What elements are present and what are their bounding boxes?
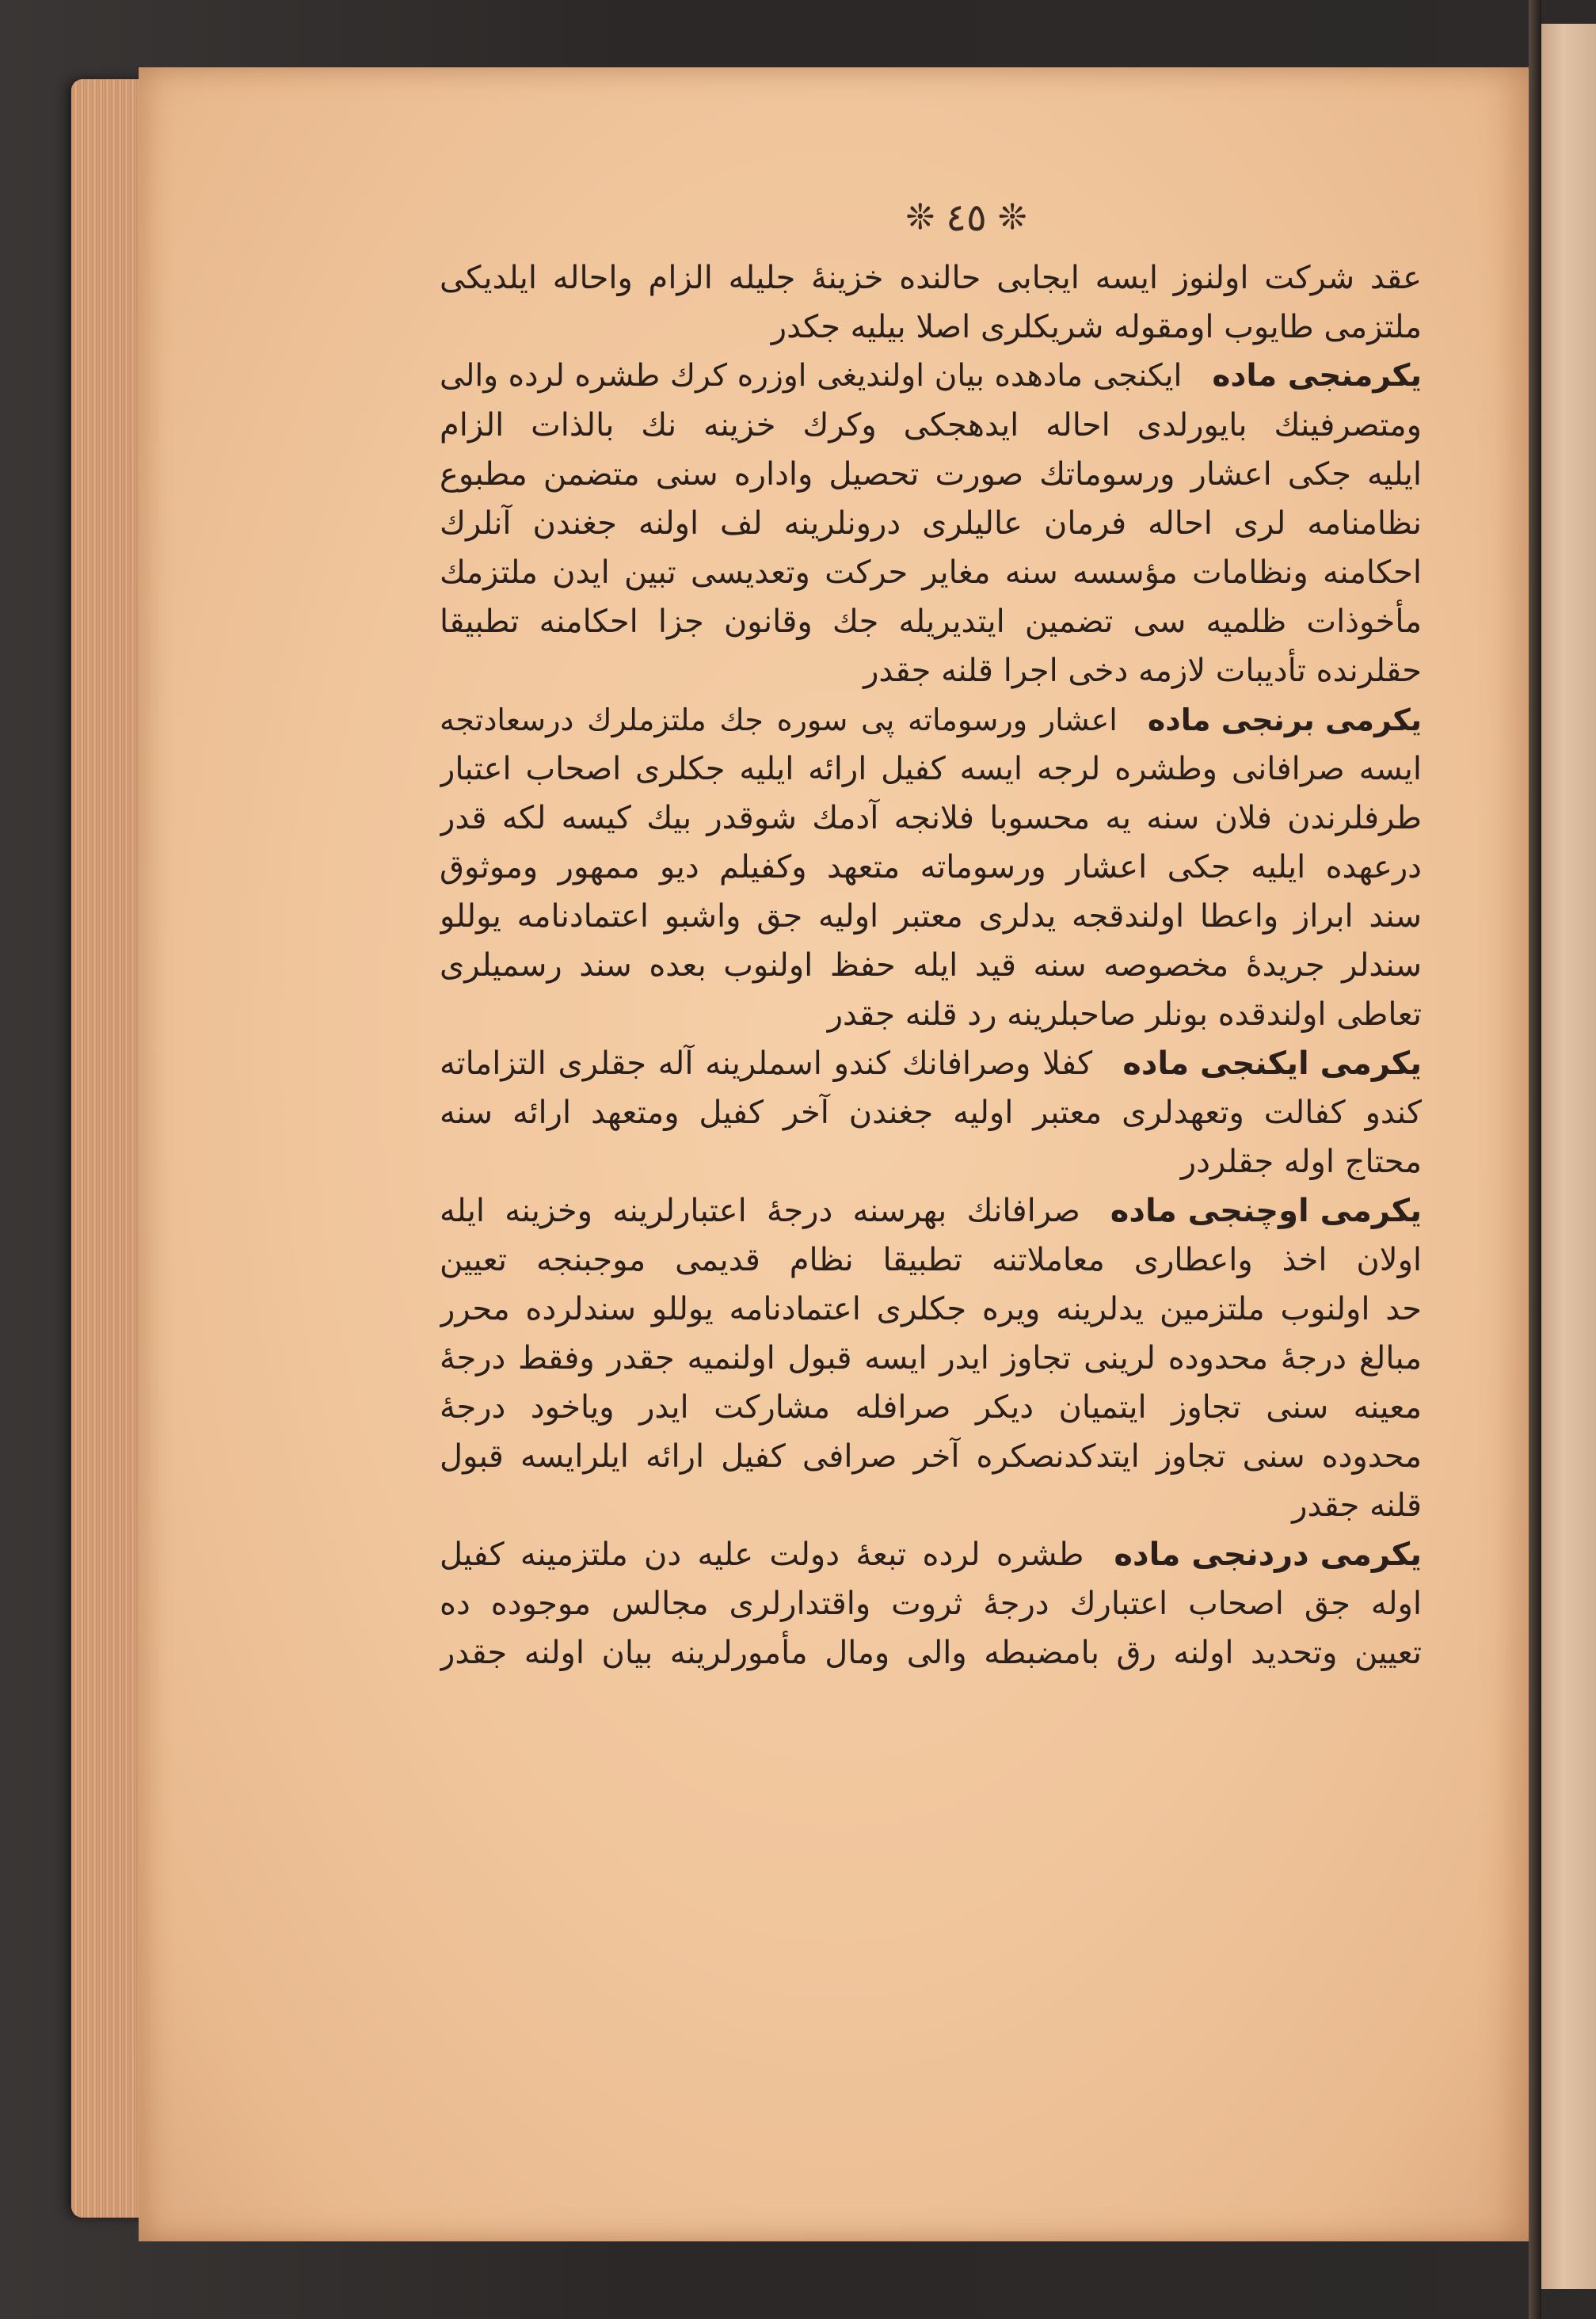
text-line bbox=[440, 253, 1422, 303]
line-text: عقد شركت اولنوز ايسه ايجابى حالنده خزينهٔ جليله الزام واحاله ايلديكى bbox=[440, 260, 1422, 296]
text-line bbox=[440, 892, 1422, 941]
text-line bbox=[440, 401, 1422, 450]
line-text: حد اولنوب ملتزمين يدلرينه ويره جكلرى اعتمادنامه يوللو سندلرده محرر bbox=[440, 1291, 1422, 1327]
text-line bbox=[440, 1137, 1422, 1186]
text-line bbox=[440, 1579, 1422, 1628]
text-line bbox=[440, 303, 1422, 352]
text-line bbox=[440, 794, 1422, 843]
text-line bbox=[440, 1186, 1422, 1236]
ornament-left-icon: ❊ bbox=[905, 197, 935, 238]
text-line bbox=[440, 695, 1422, 744]
article-heading: يكرمنجى ماده bbox=[1212, 358, 1422, 394]
line-text: قلنه جقدر bbox=[1292, 1487, 1422, 1524]
line-text: احكامنه ونظامات مؤسسه سنه مغاير حركت وتعديسى تبين ايدن ملتزمك bbox=[440, 554, 1422, 591]
line-text: سند ابراز واعطا اولندقجه يدلرى معتبر اوليه جق واشبو اعتمادنامه يوللو bbox=[440, 898, 1422, 935]
line-text: ومتصرفينك بايورلدى احاله ايدهجكى وكرك خزينه نك بالذات الزام bbox=[440, 407, 1422, 444]
article-heading: يكرمى ايكنجى ماده bbox=[1122, 1045, 1422, 1082]
line-text: اوله جق اصحاب اعتبارك درجهٔ ثروت واقتدارلرى مجالس موجوده ده bbox=[440, 1586, 1422, 1622]
line-text: طرفلرندن فلان سنه يه محسوبا فلانجه آدمك شوقدر بيك كيسه لكه قدر bbox=[440, 800, 1422, 836]
line-text: صرافانك بهرسنه درجهٔ اعتبارلرينه وخزينه ايله bbox=[440, 1193, 1080, 1229]
text-line bbox=[440, 646, 1422, 695]
text-line bbox=[440, 1039, 1422, 1088]
ornament-right-icon: ❊ bbox=[997, 197, 1027, 238]
line-text: مأخوذات ظلميه سى تضمين ايتديريله جك وقانون جزا احكامنه تطبيقا bbox=[440, 604, 1422, 640]
page-number: ٤٥ bbox=[946, 196, 987, 240]
line-text: محتاج اوله جقلردر bbox=[1180, 1144, 1422, 1180]
text-line bbox=[440, 352, 1422, 401]
text-line bbox=[440, 744, 1422, 794]
line-text: ايليه جكى اعشار ورسوماتك صورت تحصيل واداره سنى متضمن مطبوع bbox=[440, 456, 1422, 493]
text-line bbox=[440, 499, 1422, 548]
article-heading: يكرمى برنجى ماده bbox=[1147, 703, 1422, 737]
body-text bbox=[440, 253, 1422, 2020]
line-text: درعهده ايليه جكى اعشار ورسوماته متعهد وكفيلم ديو ممهور وموثوق bbox=[440, 849, 1422, 885]
text-line bbox=[440, 990, 1422, 1039]
line-text: نظامنامه لرى احاله فرمان عاليلرى درونلرينه لف اولنه جغندن آنلرك bbox=[440, 505, 1422, 542]
book-gutter bbox=[1529, 0, 1541, 2319]
text-line bbox=[440, 1285, 1422, 1334]
line-text: طشره لرده تبعهٔ دولت عليه دن ملتزمينه كفيل bbox=[440, 1536, 1084, 1573]
text-line bbox=[440, 450, 1422, 499]
text-line bbox=[440, 1383, 1422, 1432]
text-line bbox=[440, 941, 1422, 990]
page-header bbox=[863, 190, 1069, 246]
text-line bbox=[440, 1334, 1422, 1383]
line-text: محدوده سنى تجاوز ايتدكدنصكره آخر صرافى كفيل ارائه ايلرايسه قبول bbox=[440, 1438, 1422, 1475]
text-line bbox=[440, 1432, 1422, 1481]
text-line bbox=[440, 1088, 1422, 1137]
line-text: حقلرنده تأديبات لازمه دخى اجرا قلنه جقدر bbox=[863, 653, 1422, 689]
text-line bbox=[440, 1236, 1422, 1285]
line-text: مبالغ درجهٔ محدوده لرينى تجاوز ايدر ايسه قبول اولنميه جقدر وفقط درجهٔ bbox=[440, 1340, 1422, 1377]
line-text: ملتزمى طايوب اومقوله شريكلرى اصلا بيليه جكدر bbox=[771, 309, 1422, 345]
text-line bbox=[440, 548, 1422, 597]
text-line bbox=[440, 597, 1422, 646]
line-text: اعشار ورسوماته پى سوره جك ملتزملرك درسعادتجه bbox=[440, 703, 1118, 737]
text-line bbox=[440, 1481, 1422, 1530]
line-text: سندلر جريدهٔ مخصوصه سنه قيد ايله حفظ اولنوب بعده سند رسميلرى bbox=[440, 947, 1422, 984]
line-text: ايسه صرافانى وطشره لرجه ايسه كفيل ارائه ايليه جكلرى اصحاب اعتبار bbox=[440, 751, 1422, 787]
line-text: تعاطى اولندقده بونلر صاحبلرينه رد قلنه جقدر bbox=[827, 996, 1422, 1033]
next-page-edge bbox=[1541, 24, 1596, 2289]
article-heading: يكرمى دردنجى ماده bbox=[1114, 1536, 1422, 1573]
line-text: كفلا وصرافانك كندو اسملرينه آله جقلرى التزاماته bbox=[440, 1045, 1093, 1082]
line-text: تعيين وتحديد اولنه رق بامضبطه والى ومال مأمورلرينه بيان اولنه جقدر bbox=[440, 1635, 1422, 1671]
text-line bbox=[440, 843, 1422, 892]
line-text: معينه سنى تجاوز ايتميان ديكر صرافله مشاركت ايدر وياخود درجهٔ bbox=[440, 1389, 1422, 1426]
line-text: اولان اخذ واعطارى معاملاتنه تطبيقا نظام قديمى موجبنجه تعيين bbox=[440, 1242, 1422, 1278]
text-line bbox=[440, 1628, 1422, 1677]
line-text: ايكنجى مادهده بيان اولنديغى اوزره كرك طشره لرده والى bbox=[440, 358, 1183, 394]
line-text: كندو كفالت وتعهدلرى معتبر اوليه جغندن آخر كفيل ومتعهد ارائه سنه bbox=[440, 1095, 1422, 1131]
text-line bbox=[440, 1530, 1422, 1579]
article-heading: يكرمى اوچنجى ماده bbox=[1110, 1193, 1422, 1229]
